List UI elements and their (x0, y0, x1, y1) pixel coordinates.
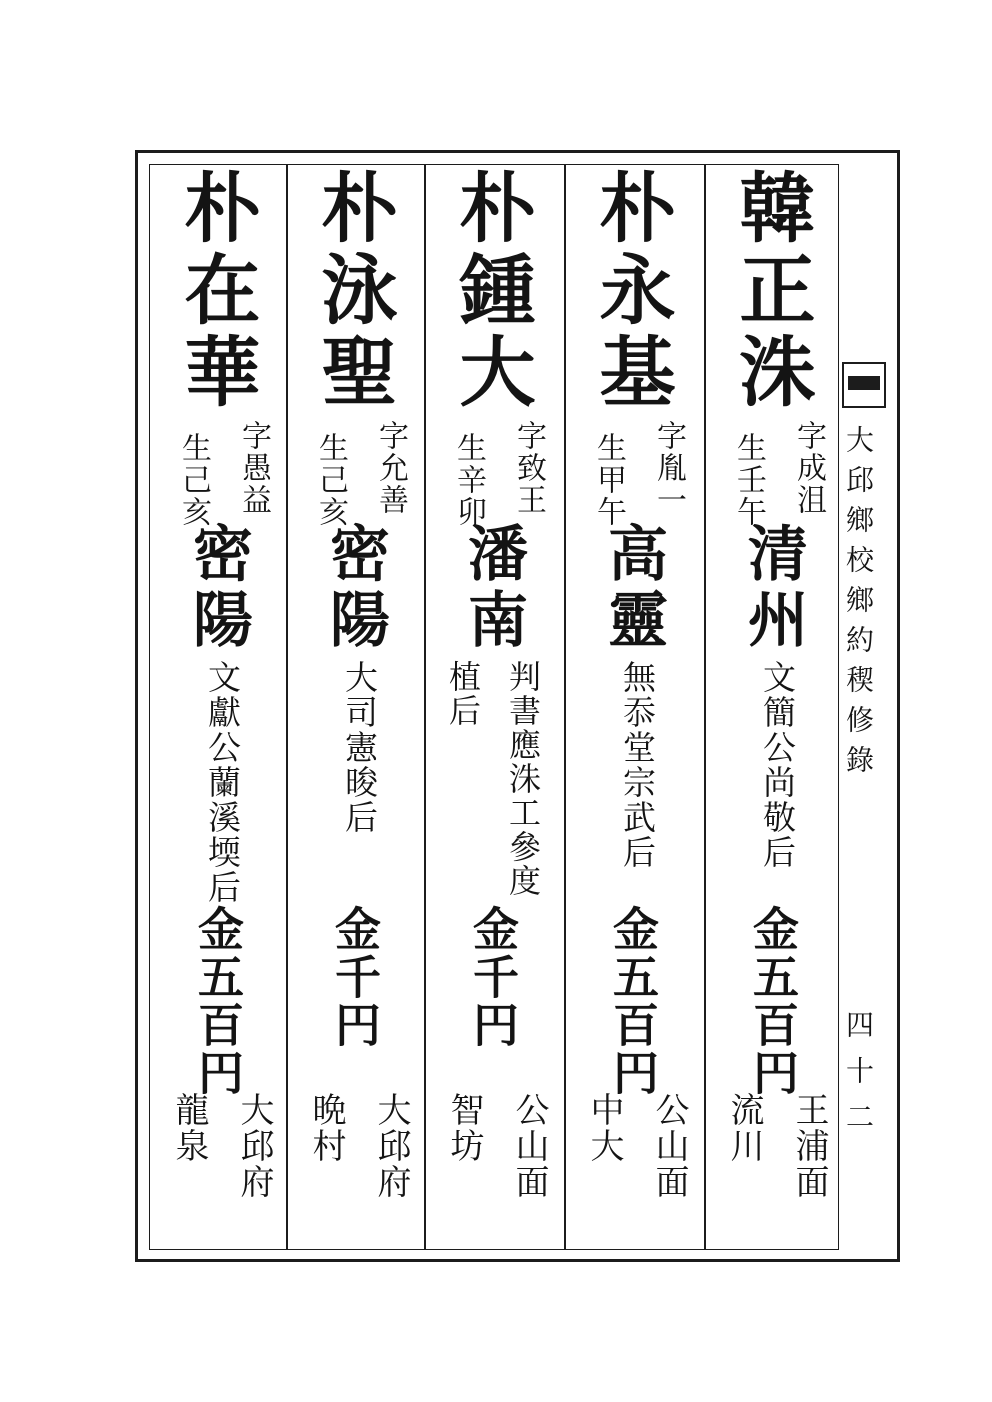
birth-year: 生甲午 (591, 432, 626, 528)
lineage-note: 文簡公尚敬后 (758, 660, 797, 870)
residence-district: 大邱府 (234, 1092, 274, 1200)
contribution-amount: 金五百円 (606, 905, 660, 1097)
lineage-note: 大司憲晙后 (340, 660, 379, 835)
residence-district: 王浦面 (789, 1092, 829, 1200)
clan-seat: 潘南 (458, 522, 528, 654)
margin-page-number: 四十二 (842, 1010, 875, 1148)
courtesy-name: 字允善 (373, 420, 408, 516)
lineage-note: 文獻公蘭溪堧后 (203, 660, 242, 905)
residence-village: 晩村 (306, 1092, 346, 1164)
entry-column-1 (705, 165, 845, 1248)
residence-district: 公山面 (509, 1092, 549, 1200)
clan-seat: 高靈 (598, 522, 668, 654)
birth-year: 生己亥 (313, 432, 348, 528)
member-name: 朴永基 (587, 168, 676, 414)
contribution-amount: 金五百円 (191, 905, 245, 1097)
clan-seat: 密陽 (183, 522, 253, 654)
contribution-amount: 金五百円 (746, 905, 800, 1097)
entry-column-2 (565, 165, 705, 1248)
margin-book-title: 大邱鄉校鄉約稧修錄 (842, 425, 875, 785)
lineage-note: 無忝堂宗武后 (618, 660, 657, 870)
contribution-amount: 金千円 (466, 905, 520, 1049)
member-name: 朴在華 (172, 168, 261, 414)
entry-column-3 (425, 165, 565, 1248)
courtesy-name: 字胤一 (651, 420, 686, 516)
member-name: 韓正洙 (727, 168, 816, 414)
birth-year: 生辛卯 (451, 432, 486, 528)
courtesy-name: 字成沮 (791, 420, 826, 516)
lineage-note-continued: 植后 (444, 660, 482, 728)
entry-column-4 (287, 165, 427, 1248)
residence-village: 流川 (724, 1092, 764, 1164)
courtesy-name: 字致王 (511, 420, 546, 516)
residence-district: 大邱府 (371, 1092, 411, 1200)
entry-column-5 (150, 165, 290, 1248)
residence-village: 智坊 (444, 1092, 484, 1164)
residence-district: 公山面 (649, 1092, 689, 1200)
residence-village: 中大 (584, 1092, 624, 1164)
clan-seat: 清州 (738, 522, 808, 654)
member-name: 朴鍾大 (447, 168, 536, 414)
member-name: 朴泳聖 (309, 168, 398, 414)
clan-seat: 密陽 (320, 522, 390, 654)
fishtail-mark-icon (842, 362, 886, 408)
lineage-note: 判書應洙工參度 (504, 660, 542, 898)
birth-year: 生壬午 (731, 432, 766, 528)
residence-village: 龍泉 (169, 1092, 209, 1164)
contribution-amount: 金千円 (328, 905, 382, 1049)
birth-year: 生己亥 (176, 432, 211, 528)
courtesy-name: 字愚益 (236, 420, 271, 516)
